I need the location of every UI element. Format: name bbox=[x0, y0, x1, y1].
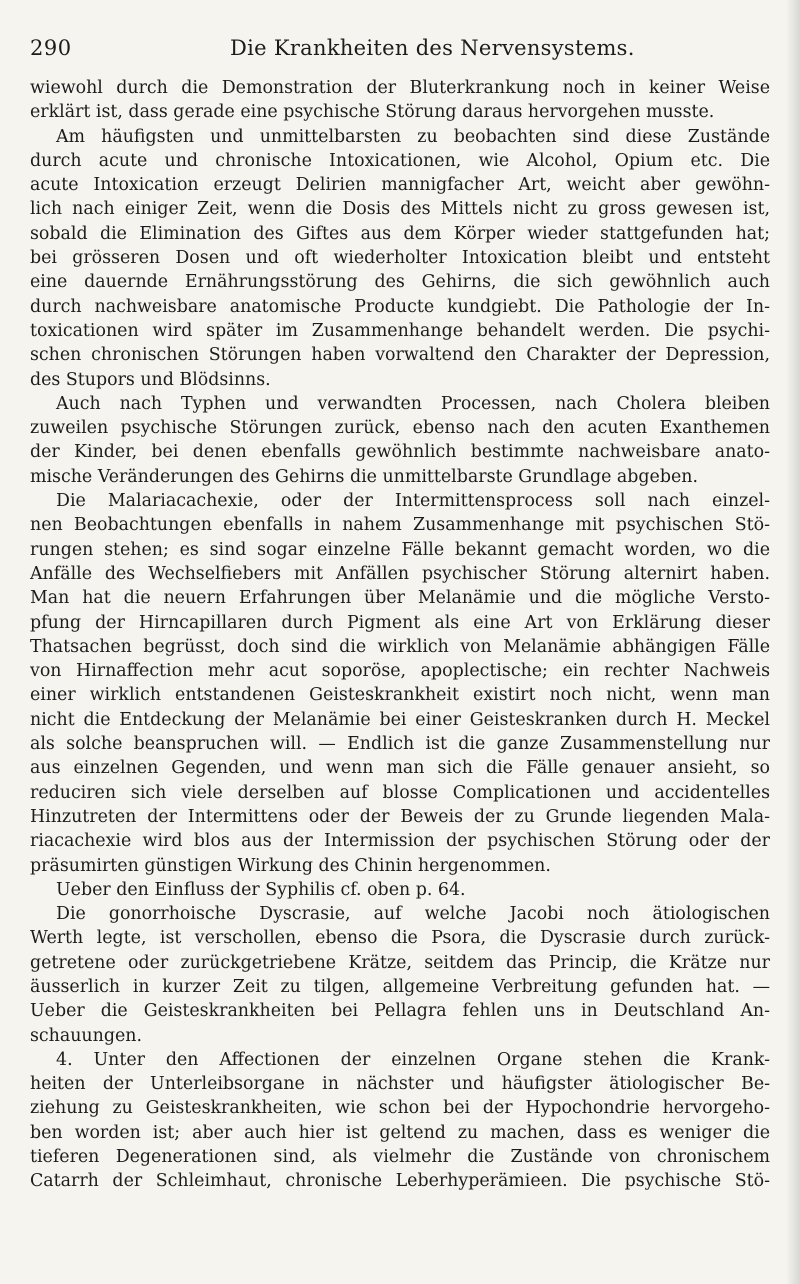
text-line: Thatsachen begrüsst, doch sind die wirklich von Melanämie abhängigen Fälle bbox=[30, 636, 770, 657]
text-line: mische Veränderungen des Gehirns die unmittelbarste Grundlage abgeben. bbox=[30, 466, 698, 487]
text-line: der Kinder, bei denen ebenfalls gewöhnlich bestimmte nachweisbare anato- bbox=[30, 442, 770, 463]
text-line: bei grösseren Dosen und oft wiederholter Intoxication bleibt und entsteht bbox=[30, 248, 770, 269]
text-line: Die Malariacachexie, oder der Intermittensprocess soll nach einzel- bbox=[56, 491, 770, 512]
text-line: aus einzelnen Gegenden, und wenn man sich die Fälle genauer ansieht, so bbox=[30, 758, 770, 779]
text-line: des Stupors und Blödsinns. bbox=[30, 369, 271, 390]
text-line: rungen stehen; es sind sogar einzelne Fälle bekannt gemacht worden, wo die bbox=[30, 539, 770, 560]
text-line: als solche beanspruchen will. — Endlich ist die ganze Zusammenstellung nur bbox=[30, 734, 770, 755]
text-line: äusserlich in kurzer Zeit zu tilgen, allgemeine Verbreitung gefunden hat. — bbox=[30, 976, 770, 997]
text-line: wiewohl durch die Demonstration der Bluterkrankung noch in keiner Weise bbox=[30, 78, 770, 98]
text-line: Am häufigsten und unmittelbarsten zu beobachten sind diese Zustände bbox=[56, 126, 770, 147]
text-line: Werth legte, ist verschollen, ebenso die Psora, die Dyscrasie durch zurück- bbox=[30, 928, 770, 949]
body-text bbox=[30, 76, 770, 1194]
text-line: acute Intoxication erzeugt Delirien mannigfacher Art, weicht aber gewöhn- bbox=[30, 175, 770, 196]
text-line: ziehung zu Geisteskrankheiten, wie schon bei der Hypochondrie hervorgeho- bbox=[30, 1098, 770, 1119]
text-line: heiten der Unterleibsorgane in nächster und häufigster ätiologischer Be- bbox=[30, 1074, 770, 1095]
text-line: Auch nach Typhen und verwandten Processen, nach Cholera bleiben bbox=[56, 393, 770, 414]
text-line: schauungen. bbox=[30, 1025, 142, 1046]
text-line: Anfälle des Wechselfiebers mit Anfällen psychischer Störung alternirt haben. bbox=[30, 563, 770, 584]
text-line: eine dauernde Ernährungsstörung des Gehirns, die sich gewöhnlich auch bbox=[30, 272, 770, 293]
text-line: einer wirklich entstandenen Geisteskrankheit existirt noch nicht, wenn man bbox=[30, 685, 770, 706]
text-line: Ueber die Geisteskrankheiten bei Pellagra fehlen uns in Deutschland An- bbox=[30, 1001, 770, 1022]
text-line: von Hirnaffection mehr acut soporöse, apoplectische; ein rechter Nachweis bbox=[30, 661, 770, 682]
page-edge-shadow bbox=[786, 0, 800, 1284]
text-line: nicht die Entdeckung der Melanämie bei einer Geisteskranken durch H. Meckel bbox=[30, 709, 770, 730]
text-line: reduciren sich viele derselben auf blosse Complicationen und accidentelles bbox=[30, 782, 770, 803]
text-line: Catarrh der Schleimhaut, chronische Leberhyperämieen. Die psychische Stö- bbox=[30, 1171, 770, 1192]
text-line: erklärt ist, dass gerade eine psychische Störung daraus hervorgehen musste. bbox=[30, 102, 715, 123]
text-line: durch nachweisbare anatomische Producte kundgiebt. Die Pathologie der In- bbox=[30, 296, 770, 317]
text-line: 4. Unter den Affectionen der einzelnen Organe stehen die Krank- bbox=[56, 1049, 770, 1070]
text-line: sobald die Elimination des Giftes aus dem Körper wieder stattgefunden hat; bbox=[30, 223, 770, 244]
page-header bbox=[30, 36, 770, 66]
text-line: tieferen Degenerationen sind, als vielmehr die Zustände von chronischem bbox=[30, 1147, 770, 1168]
text-line: Die gonorrhoische Dyscrasie, auf welche Jacobi noch ätiologischen bbox=[56, 904, 770, 925]
text-line: Ueber den Einfluss der Syphilis cf. oben p. 64. bbox=[56, 879, 466, 900]
page-number: 290 bbox=[30, 36, 72, 60]
text-line: Man hat die neuern Erfahrungen über Melanämie und die mögliche Versto- bbox=[30, 588, 770, 609]
text-line: pfung der Hirncapillaren durch Pigment als eine Art von Erklärung dieser bbox=[30, 612, 770, 633]
text-line: Hinzutreten der Intermittens oder der Beweis der zu Grunde liegenden Mala- bbox=[30, 806, 770, 827]
running-head: Die Krankheiten des Nervensystems. bbox=[230, 36, 635, 60]
text-line: getretene oder zurückgetriebene Krätze, seitdem das Princip, die Krätze nur bbox=[30, 952, 770, 973]
text-line: riacachexie wird blos aus der Intermission der psychischen Störung oder der bbox=[30, 831, 770, 852]
text-line: präsumirten günstigen Wirkung des Chinin hergenommen. bbox=[30, 855, 551, 876]
text-line: zuweilen psychische Störungen zurück, ebenso nach den acuten Exanthemen bbox=[30, 418, 770, 439]
text-line: durch acute und chronische Intoxicationen, wie Alcohol, Opium etc. Die bbox=[30, 150, 770, 171]
text-line: toxicationen wird später im Zusammenhange behandelt werden. Die psychi- bbox=[30, 320, 770, 341]
text-line: ben worden ist; aber auch hier ist geltend zu machen, dass es weniger die bbox=[30, 1122, 770, 1143]
text-line: nen Beobachtungen ebenfalls in nahem Zusammenhange mit psychischen Stö- bbox=[30, 515, 770, 536]
text-line: schen chronischen Störungen haben vorwaltend den Charakter der Depression, bbox=[30, 345, 770, 366]
text-line: lich nach einiger Zeit, wenn die Dosis des Mittels nicht zu gross gewesen ist, bbox=[30, 199, 770, 220]
